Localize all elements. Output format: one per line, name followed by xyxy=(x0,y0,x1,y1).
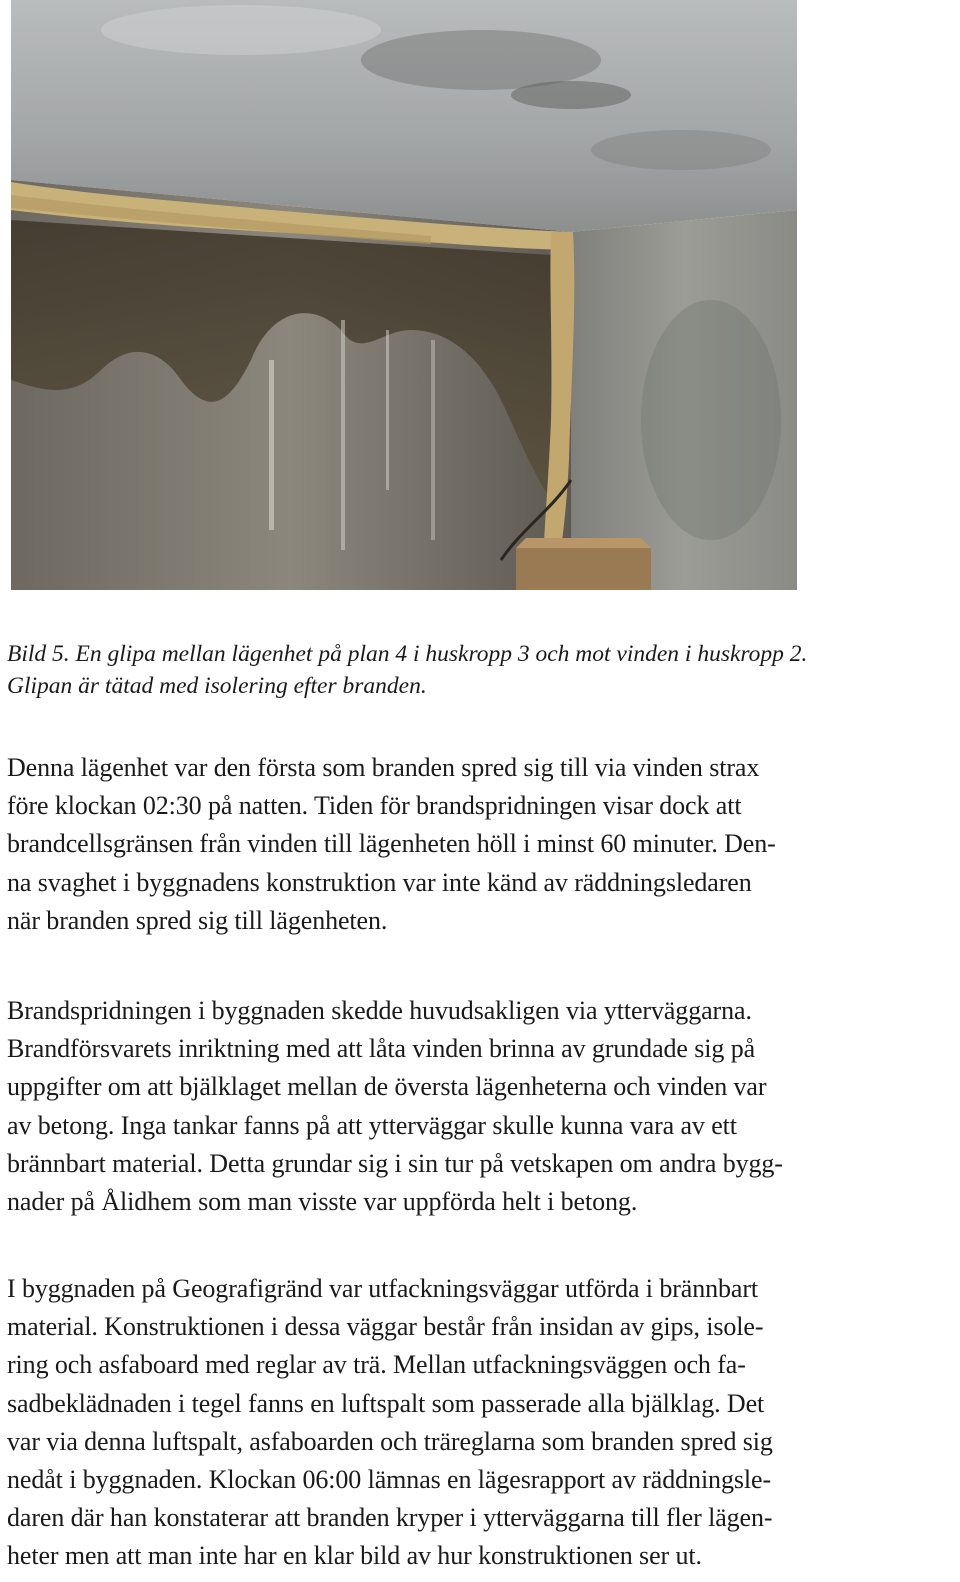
text-line: uppgifter om att bjälklaget mellan de översta lägenheterna och vinden var xyxy=(7,1072,767,1102)
text-line: Denna lägenhet var den första som branden spred sig till via vinden strax xyxy=(7,753,760,782)
text-line: av betong. Inga tankar fanns på att ytterväggar skulle kunna vara av ett xyxy=(7,1110,737,1140)
text-line: daren där han konstaterar att branden kryper i ytterväggarna till fler lägen- xyxy=(7,1503,773,1533)
text-line: var via denna luftspalt, asfaboarden och träreglarna som branden spred sig xyxy=(7,1426,773,1456)
text-line: brännbart material. Detta grundar sig i sin tur på vetskapen om andra bygg- xyxy=(7,1148,783,1178)
text-line: sadbeklädnaden i tegel fanns en luftspalt som passerade alla bjälklag. Det xyxy=(7,1388,765,1418)
caption-line: Bild 5. En glipa mellan lägenhet på plan 4 i huskropp 3 och mot vinden i huskropp 2. xyxy=(7,641,808,667)
text-line: material. Konstruktionen i dessa väggar består från insidan av gips, isole- xyxy=(7,1312,764,1342)
text-line: ring och asfaboard med reglar av trä. Mellan utfackningsväggen och fa- xyxy=(7,1350,746,1380)
caption-line: Glipan är tätad med isolering efter branden. xyxy=(7,673,427,699)
text-line: nader på Ålidhem som man visste var uppförda helt i betong. xyxy=(7,1187,638,1217)
photo-caption xyxy=(7,638,947,702)
text-line: Brandspridningen i byggnaden skedde huvudsakligen via ytterväggarna. xyxy=(7,996,752,1025)
text-line: brandcellsgränsen från vinden till lägenheten höll i minst 60 minuter. Den- xyxy=(7,829,776,859)
paragraph xyxy=(7,749,953,940)
text-line: I byggnaden på Geografigränd var utfackningsväggar utförda i brännbart xyxy=(7,1274,759,1303)
text-line: när branden spred sig till lägenheten. xyxy=(7,905,388,935)
text-line: heter men att man inte har en klar bild av hur konstruktionen ser ut. xyxy=(7,1541,702,1571)
ceiling-corner-photo xyxy=(11,0,797,590)
text-line: före klockan 02:30 på natten. Tiden för brandspridningen visar dock att xyxy=(7,791,742,821)
text-line: Brandförsvarets inriktning med att låta vinden brinna av grundade sig på xyxy=(7,1034,756,1064)
paragraph xyxy=(7,992,953,1221)
text-line: nedåt i byggnaden. Klockan 06:00 lämnas en lägesrapport av räddningsle- xyxy=(7,1465,772,1495)
paragraph xyxy=(7,1270,953,1576)
text-line: na svaghet i byggnadens konstruktion var inte känd av räddningsledaren xyxy=(7,867,752,897)
